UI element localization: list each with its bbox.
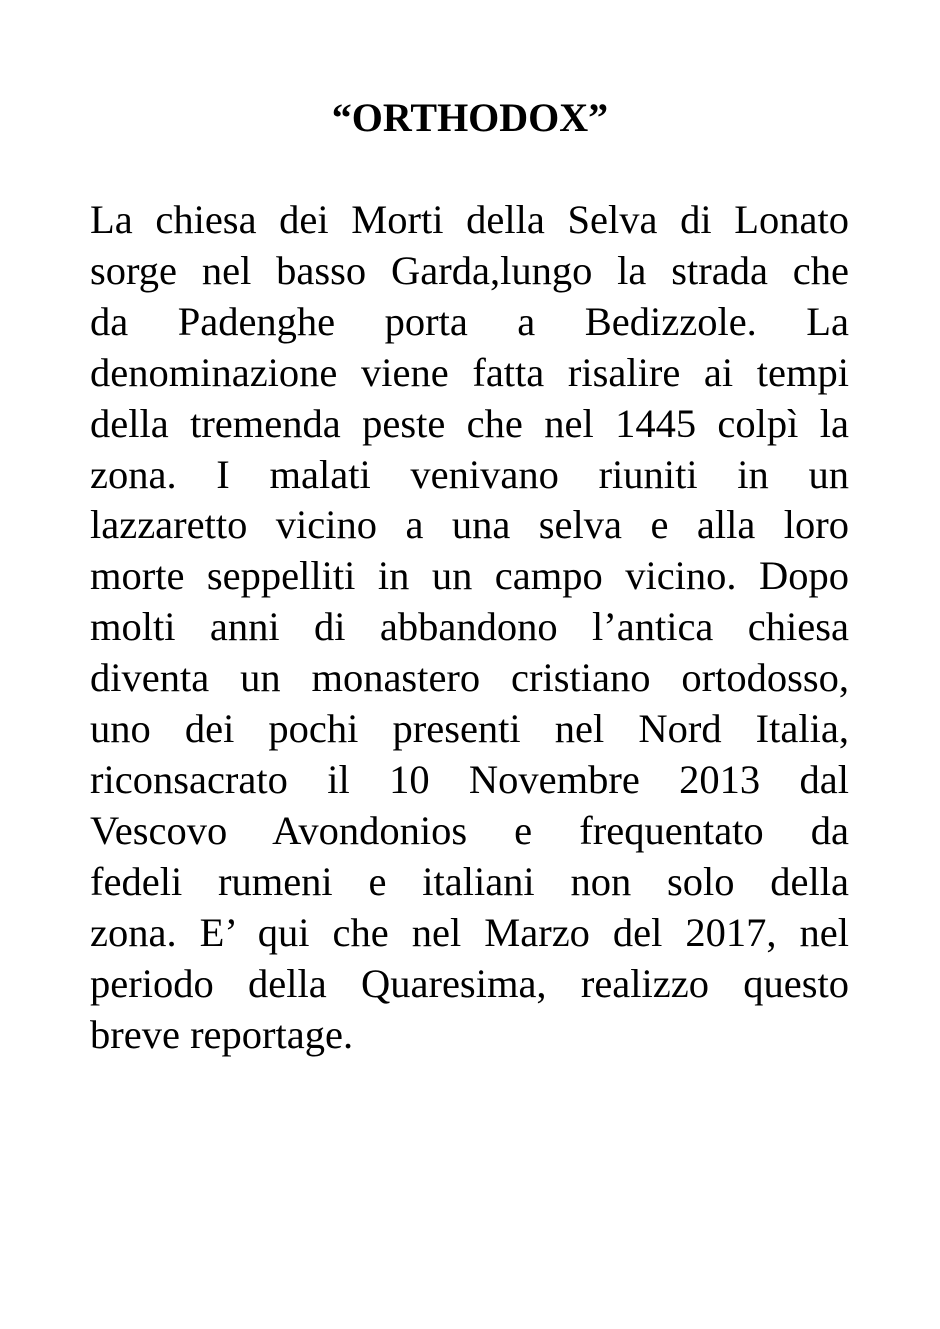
paragraph-line: Vescovo Avondonios e frequentato da — [90, 807, 849, 853]
paragraph-line: riconsacrato il 10 Novembre 2013 dal — [90, 756, 849, 802]
body-paragraph — [90, 195, 849, 1060]
paragraph-line: zona. I malati venivano riuniti in un — [90, 451, 849, 497]
paragraph-line: sorge nel basso Garda,lungo la strada che — [90, 247, 849, 293]
paragraph-line: molti anni di abbandono l’antica chiesa — [90, 604, 849, 650]
paragraph-line: morte seppelliti in un campo vicino. Dopo — [90, 553, 849, 599]
paragraph-line: denominazione viene fatta risalire ai tempi — [90, 349, 849, 395]
paragraph-line: fedeli rumeni e italiani non solo della — [90, 858, 849, 904]
paragraph-line: uno dei pochi presenti nel Nord Italia, — [90, 706, 849, 752]
page-title: “ORTHODOX” — [331, 95, 609, 140]
paragraph-line: della tremenda peste che nel 1445 colpì la — [90, 400, 849, 446]
paragraph-line: breve reportage. — [90, 1011, 354, 1057]
paragraph-line: periodo della Quaresima, realizzo questo — [90, 960, 849, 1006]
paragraph-line: La chiesa dei Morti della Selva di Lonato — [90, 197, 849, 242]
paragraph-line: lazzaretto vicino a una selva e alla loro — [90, 502, 849, 548]
paragraph-line: diventa un monastero cristiano ortodosso, — [90, 655, 849, 701]
paragraph-line: da Padenghe porta a Bedizzole. La — [90, 298, 849, 344]
paragraph-line: zona. E’ qui che nel Marzo del 2017, nel — [90, 909, 849, 955]
